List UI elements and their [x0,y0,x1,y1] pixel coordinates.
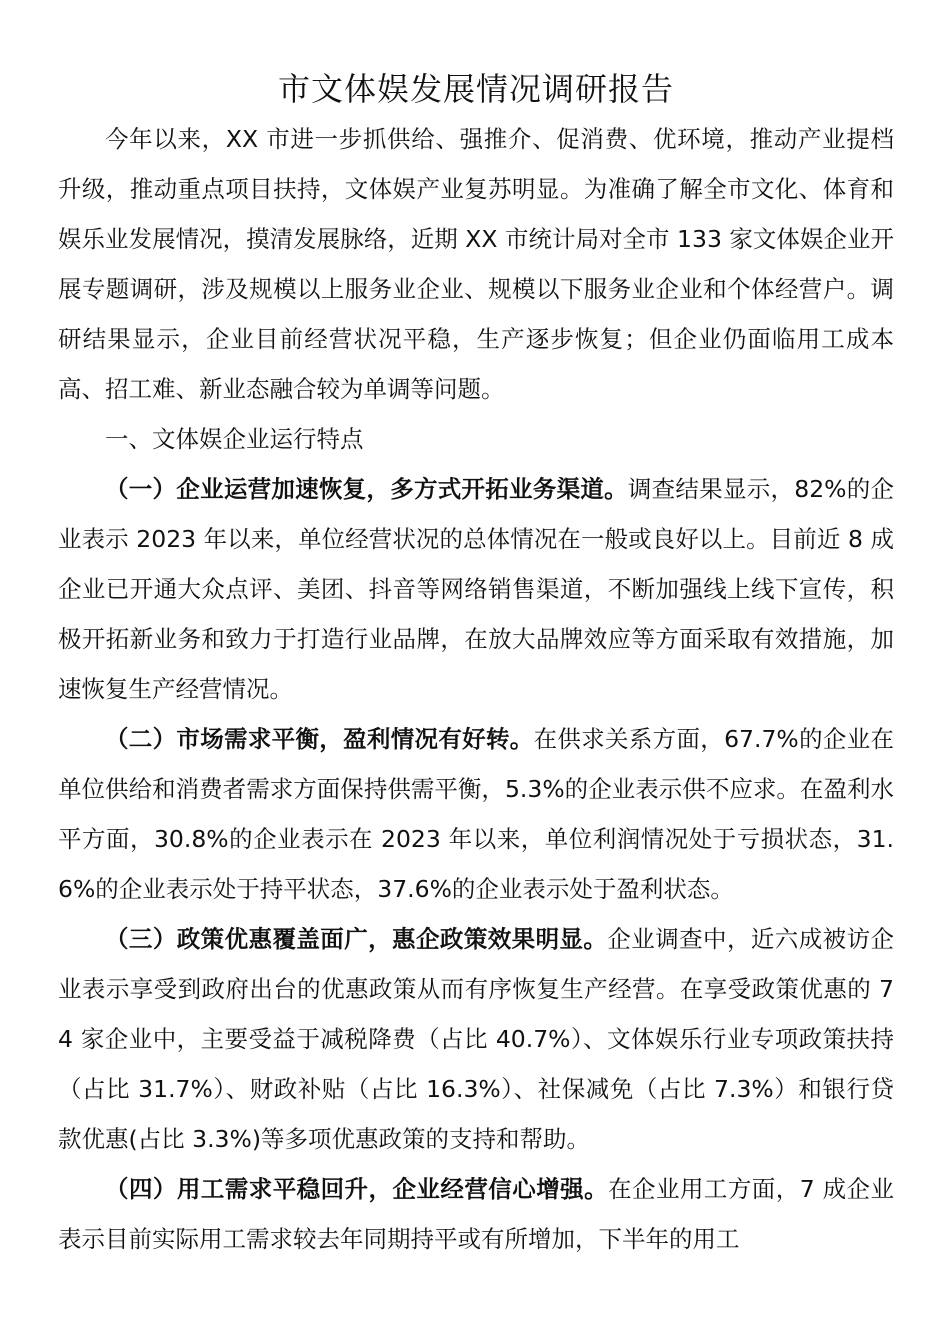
section-text-4: 在企业用工方面，7 成企业表示目前实际用工需求较去年同期持平或有所增加，下半年的用工 [58,1175,895,1253]
section-lead-2: （二）市场需求平衡，盈利情况有好转。 [105,725,534,753]
section-heading: 一、文体娱企业运行特点 [105,425,364,453]
intro-paragraph: 今年以来，XX 市进一步抓供给、强推介、促消费、优环境，推动产业提档升级，推动重点项目扶持，文体娱产业复苏明显。为准确了解全市文化、体育和娱乐业发展情况，摸清发展脉络，近期 XX 市统计局对全市 133 家文体娱企业开展专题调研，涉及规模以上服务业企业、规模以下服务业企业和个体经营户。调研结果显示，企业目前经营状况平稳，生产逐步恢复；但企业仍面临用工成本高、招工难、新业态融合较为单调等问题。 [58,125,894,403]
section-paragraph-1 [58,464,894,714]
section-lead-4: （四）用工需求平稳回升，企业经营信心增强。 [105,1175,609,1203]
section-lead-1: （一）企业运营加速恢复，多方式开拓业务渠道。 [105,475,628,503]
section-text-2: 在供求关系方面，67.7%的企业在单位供给和消费者需求方面保持供需平衡，5.3%的企业表示供不应求。在盈利水平方面，30.8%的企业表示在 2023 年以来，单位利润情况处于亏损状态，31.6%的企业表示处于持平状态，37.6%的企业表示处于盈利状态。 [58,725,895,903]
section-text-3: 企业调查中，近六成被访企业表示享受到政府出台的优惠政策从而有序恢复生产经营。在享受政策优惠的 74 家企业中，主要受益于减税降费（占比 40.7%）、文体娱乐行业专项政策扶持（占比 31.7%）、财政补贴（占比 16.3%）、社保减免（占比 7.3%）和银行贷款优惠(占比 3.3%)等多项优惠政策的支持和帮助。 [58,925,894,1153]
section-paragraph-3 [58,914,894,1164]
section-lead-3: （三）政策优惠覆盖面广，惠企政策效果明显。 [105,925,608,953]
document-title: 市文体娱发展情况调研报告 [277,70,674,108]
document-page [58,64,894,1264]
section-paragraph-2 [58,714,894,914]
section-paragraph-4 [58,1164,894,1264]
section-text-1: 调查结果显示，82%的企业表示 2023 年以来，单位经营状况的总体情况在一般或良好以上。目前近 8 成企业已开通大众点评、美团、抖音等网络销售渠道，不断加强线上线下宣传，积极开拓新业务和致力于打造行业品牌，在放大品牌效应等方面采取有效措施，加速恢复生产经营情况。 [58,475,895,703]
